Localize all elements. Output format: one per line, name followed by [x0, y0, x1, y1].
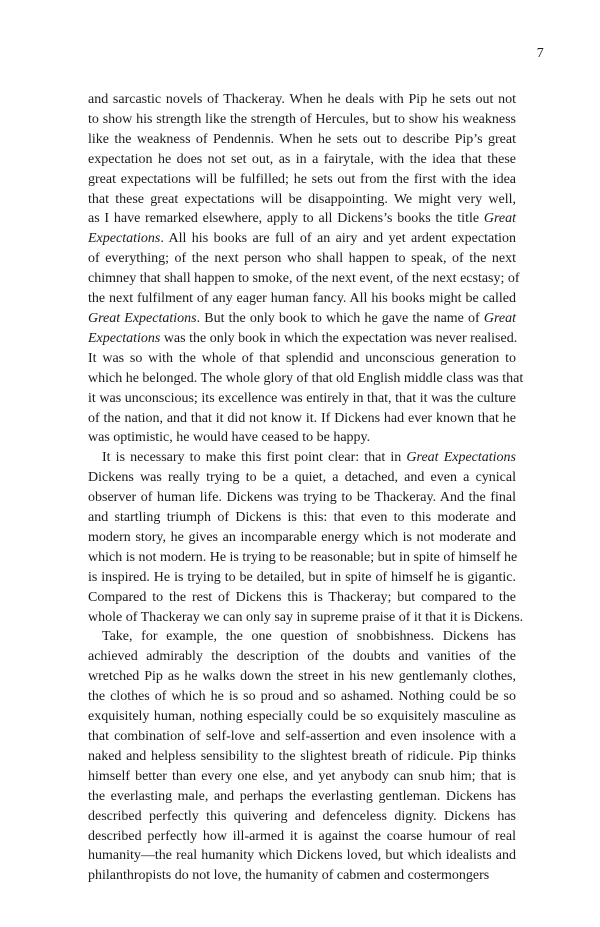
- text-line: the next fulfilment of any eager human fancy. All his books might be called: [88, 291, 516, 307]
- text-line: it was unconscious; its excellence was entirely in that, that it was the culture: [88, 390, 516, 406]
- text-line: described perfectly how ill-armed it is against the coarse humour of real: [88, 828, 516, 844]
- text-line: modern story, he gives an incomparable energy which is not moderate and: [88, 529, 516, 545]
- text-line: observer of human life. Dickens was trying to be Thackeray. And the final: [88, 490, 516, 506]
- text-line: was optimistic, he would have ceased to be happy.: [88, 430, 371, 446]
- text-line: as I have remarked elsewhere, apply to all Dickens’s books the title Great: [88, 211, 516, 227]
- text-line: that these great expectations will be disappointing. We might very well,: [88, 191, 516, 207]
- text-line: philanthropists do not love, the humanity of cabmen and costermongers: [88, 868, 490, 884]
- text-line: It was so with the whole of that splendid and unconscious generation to: [88, 350, 516, 366]
- paragraph: [88, 448, 524, 627]
- text-line: of everything; of the next person who shall happen to speak, of the next: [88, 251, 516, 267]
- paragraph: [88, 90, 524, 448]
- text-line: Dickens was really trying to be a quiet, a detached, and even a cynical: [88, 470, 516, 486]
- text-line: is inspired. He is trying to be detailed, but in spite of himself he is gigantic.: [88, 569, 516, 585]
- text-line: Great Expectations. But the only book to which he gave the name of Great: [88, 310, 516, 326]
- text-line: himself better than every one else, and yet anybody can snub him; that is: [88, 768, 516, 784]
- text-line: the clothes of which he is so proud and so ashamed. Nothing could be so: [88, 689, 516, 705]
- text-line: Compared to the rest of Dickens this is Thackeray; but compared to the: [88, 589, 516, 605]
- text-line: It is necessary to make this first point clear: that in Great Expectations: [102, 450, 516, 466]
- paragraph: [88, 627, 516, 886]
- text-line: which is not modern. He is trying to be reasonable; but in spite of himself he: [88, 549, 518, 565]
- text-line: chimney that shall happen to smoke, of the next event, of the next ecstasy; of: [88, 271, 520, 287]
- text-line: of the nation, and that it did not know it. If Dickens had ever known that he: [88, 410, 516, 426]
- text-line: like the weakness of Pendennis. When he sets out to describe Pip’s great: [88, 131, 516, 147]
- text-line: wretched Pip as he walks down the street in his new gentlemanly clothes,: [88, 669, 516, 685]
- text-line: described perfectly this quivering and defenceless dignity. Dickens has: [88, 808, 516, 824]
- text-line: achieved admirably the description of the doubts and vanities of the: [88, 649, 516, 665]
- text-line: exquisitely human, nothing especially could be so exquisitely masculine as: [88, 709, 516, 725]
- text-line: and startling triumph of Dickens is this: that even to this moderate and: [88, 510, 516, 526]
- text-line: that combination of self-love and self-assertion and even insolence with a: [88, 729, 516, 744]
- text-line: naked and helpless sensibility to the slightest breath of ridicule. Pip thinks: [88, 748, 516, 764]
- text-line: to show his strength like the strength of Hercules, but to show his weakness: [88, 111, 516, 127]
- text-line: humanity—the real humanity which Dickens loved, but which idealists and: [88, 848, 516, 864]
- text-line: the everlasting male, and perhaps the everlasting gentleman. Dickens has: [88, 788, 516, 804]
- text-line: whole of Thackeray we can only say in supreme praise of it that it is Dickens.: [88, 609, 524, 625]
- text-line: expectation he does not set out, as in a fairytale, with the idea that these: [88, 151, 516, 167]
- text-line: Expectations. All his books are full of an airy and yet ardent expectation: [88, 231, 516, 247]
- text-line: Expectations was the only book in which the expectation was never realised.: [88, 330, 518, 346]
- body-text: [88, 90, 524, 886]
- text-line: which he belonged. The whole glory of that old English middle class was that: [88, 370, 524, 386]
- text-line: great expectations will be fulfilled; he sets out from the first with the idea: [88, 171, 516, 187]
- text-line: and sarcastic novels of Thackeray. When he deals with Pip he sets out not: [88, 92, 516, 107]
- text-line: Take, for example, the one question of snobbishness. Dickens has: [102, 629, 516, 645]
- page-number: 7: [536, 46, 544, 61]
